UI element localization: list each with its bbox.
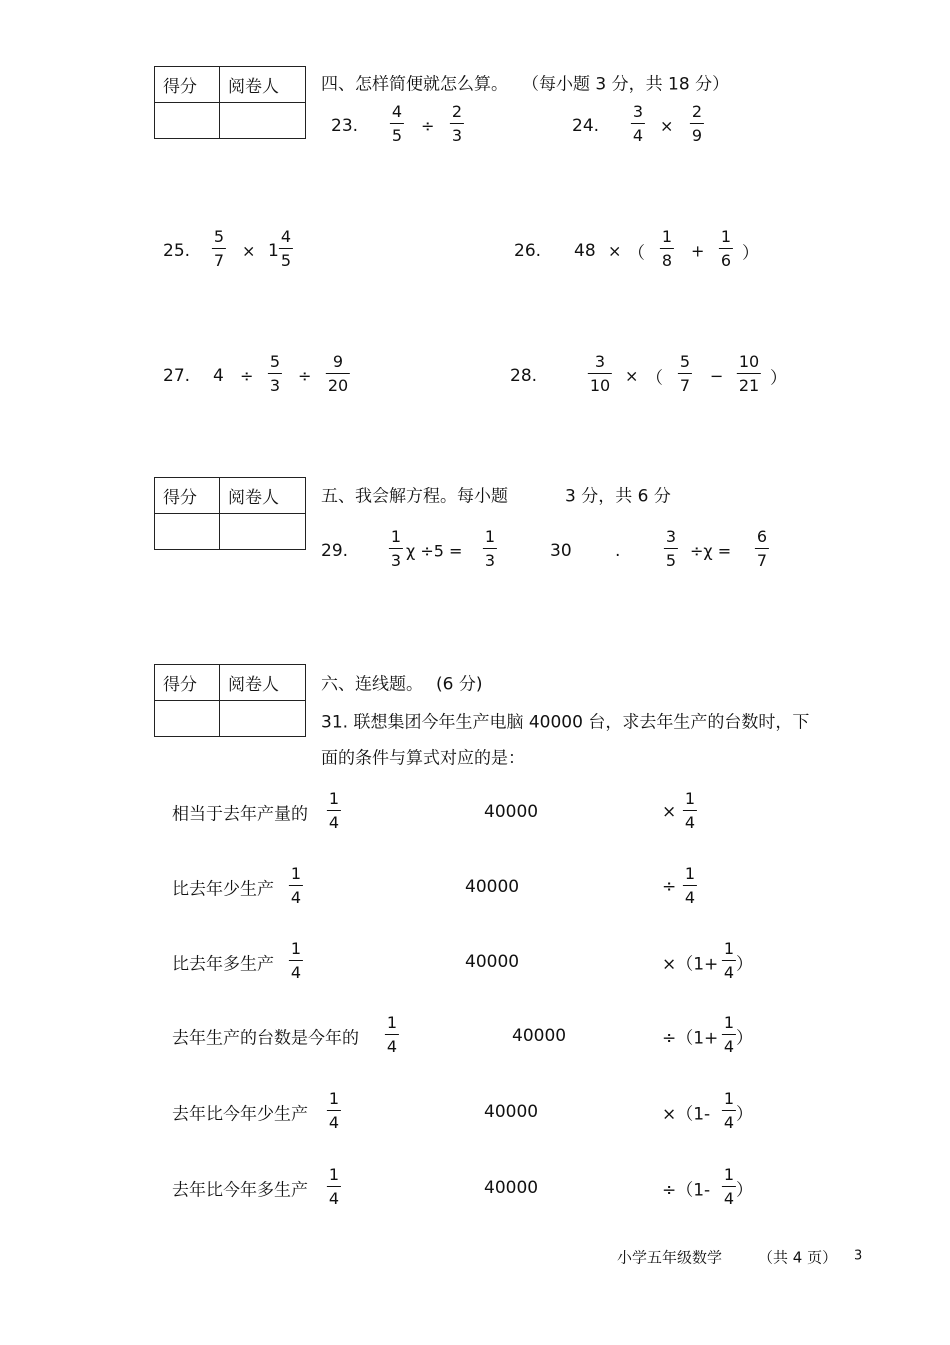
- q23-fraction-a: [390, 104, 404, 144]
- q29-fraction-a: [389, 529, 403, 569]
- numerator: 1: [328, 1089, 340, 1108]
- q30-fraction-b: [755, 529, 769, 569]
- numerator: 2: [691, 102, 703, 121]
- numerator: 2: [451, 102, 463, 121]
- q28-number: 28.: [510, 366, 538, 386]
- q23-number: 23.: [331, 116, 359, 136]
- denominator: 4: [723, 1037, 735, 1057]
- expression-fraction: [722, 941, 736, 981]
- reviewer-cell[interactable]: [220, 701, 306, 737]
- q27-fraction-a: [268, 354, 282, 394]
- denominator: 4: [723, 1113, 735, 1133]
- denominator: 3: [451, 126, 463, 146]
- expression-prefix: ×: [662, 802, 677, 822]
- denominator: 4: [328, 1113, 340, 1133]
- numerator: 5: [679, 352, 691, 371]
- minus-operator: −: [710, 366, 724, 386]
- right-paren: ）: [770, 368, 787, 389]
- condition-fraction: [289, 866, 303, 906]
- score-cell[interactable]: [155, 103, 220, 139]
- q27-number: 27.: [163, 366, 191, 386]
- expression-prefix: ×（1+: [662, 954, 719, 975]
- section5-points: 3 分，共 6 分: [565, 486, 671, 507]
- score-box-section4: [154, 66, 306, 139]
- multiply-operator: ×: [242, 241, 256, 261]
- score-box-section6: [154, 664, 306, 737]
- expression-prefix: ÷（1-: [662, 1180, 711, 1201]
- denominator: 4: [328, 813, 340, 833]
- numerator: 1: [684, 789, 696, 808]
- q25-whole-number: 1: [268, 241, 279, 261]
- numerator: 1: [328, 789, 340, 808]
- denominator: 5: [665, 551, 677, 571]
- denominator: 3: [269, 376, 281, 396]
- condition-fraction: [327, 1091, 341, 1131]
- expression-prefix: ÷: [662, 877, 677, 897]
- q28-fraction-b: [678, 354, 692, 394]
- left-paren: （: [646, 368, 663, 389]
- right-paren: ）: [742, 243, 759, 264]
- numerator: 1: [723, 1165, 735, 1184]
- denominator: 9: [691, 126, 703, 146]
- reviewer-label: 阅卷人: [220, 665, 306, 701]
- q27-lead: 4: [213, 366, 224, 386]
- multiply-operator: ×: [660, 116, 674, 136]
- multiply-operator: ×: [608, 241, 622, 261]
- expression-suffix: ）: [736, 1180, 753, 1201]
- score-label: 得分: [155, 478, 220, 514]
- q26-lead: 48: [574, 241, 596, 261]
- score-box-section5: [154, 477, 306, 550]
- section4-points: （每小题 3 分，共 18 分）: [522, 74, 730, 95]
- numerator: 10: [738, 352, 760, 371]
- condition-text: 比去年少生产: [172, 879, 274, 900]
- expression-suffix: ）: [736, 1028, 753, 1049]
- q30-equation-middle: ÷χ =: [690, 541, 732, 561]
- footer-subject: 小学五年级数学: [617, 1248, 723, 1267]
- divide-operator: ÷: [298, 366, 312, 386]
- denominator: 3: [484, 551, 496, 571]
- numerator: 4: [391, 102, 403, 121]
- numerator: 3: [632, 102, 644, 121]
- numerator: 1: [386, 1013, 398, 1032]
- condition-text: 比去年多生产: [172, 954, 274, 975]
- q29-equation-middle: χ ÷5 =: [406, 541, 463, 561]
- denominator: 20: [327, 376, 349, 396]
- denominator: 7: [213, 251, 225, 271]
- numerator: 1: [684, 864, 696, 883]
- q30-dot: .: [615, 541, 621, 561]
- expression-fraction: [722, 1091, 736, 1131]
- expression-suffix: ）: [736, 1104, 753, 1125]
- numerator: 3: [665, 527, 677, 546]
- value-text: 40000: [484, 1178, 539, 1198]
- condition-fraction: [327, 1167, 341, 1207]
- numerator: 1: [723, 1013, 735, 1032]
- expression-fraction: [722, 1167, 736, 1207]
- denominator: 7: [679, 376, 691, 396]
- section4-title: 四、怎样简便就怎么算。: [321, 74, 508, 95]
- footer-page-number: 3: [854, 1248, 863, 1264]
- value-text: 40000: [465, 877, 520, 897]
- numerator: 1: [723, 1089, 735, 1108]
- value-text: 40000: [465, 952, 520, 972]
- q27-fraction-b: [326, 354, 350, 394]
- numerator: 3: [594, 352, 606, 371]
- denominator: 5: [280, 251, 292, 271]
- denominator: 7: [756, 551, 768, 571]
- q30-fraction-a: [664, 529, 678, 569]
- q31-text-line2: 面的条件与算式对应的是：: [321, 748, 525, 769]
- denominator: 4: [723, 963, 735, 983]
- q28-fraction-a: [588, 354, 612, 394]
- condition-text: 去年比今年少生产: [172, 1104, 308, 1125]
- divide-operator: ÷: [421, 116, 435, 136]
- reviewer-cell[interactable]: [220, 514, 306, 550]
- q23-fraction-b: [450, 104, 464, 144]
- q25-fraction-b: [279, 229, 293, 269]
- expression-suffix: ）: [736, 954, 753, 975]
- q29-fraction-b: [483, 529, 497, 569]
- condition-fraction: [327, 791, 341, 831]
- q25-fraction-a: [212, 229, 226, 269]
- denominator: 4: [290, 888, 302, 908]
- expression-fraction: [722, 1015, 736, 1055]
- numerator: 1: [290, 864, 302, 883]
- denominator: 4: [684, 888, 696, 908]
- score-label: 得分: [155, 67, 220, 103]
- denominator: 5: [391, 126, 403, 146]
- denominator: 4: [290, 963, 302, 983]
- numerator: 5: [213, 227, 225, 246]
- value-text: 40000: [484, 1102, 539, 1122]
- numerator: 1: [290, 939, 302, 958]
- multiply-operator: ×: [625, 366, 639, 386]
- value-text: 40000: [512, 1026, 567, 1046]
- score-label: 得分: [155, 665, 220, 701]
- numerator: 1: [484, 527, 496, 546]
- condition-text: 去年生产的台数是今年的: [172, 1028, 359, 1049]
- numerator: 4: [280, 227, 292, 246]
- denominator: 4: [328, 1189, 340, 1209]
- q25-number: 25.: [163, 241, 191, 261]
- q24-fraction-b: [690, 104, 704, 144]
- numerator: 1: [723, 939, 735, 958]
- numerator: 1: [720, 227, 732, 246]
- reviewer-label: 阅卷人: [220, 67, 306, 103]
- numerator: 6: [756, 527, 768, 546]
- q24-number: 24.: [572, 116, 600, 136]
- reviewer-label: 阅卷人: [220, 478, 306, 514]
- denominator: 6: [720, 251, 732, 271]
- plus-operator: +: [691, 241, 705, 261]
- condition-text: 相当于去年产量的: [172, 804, 308, 825]
- value-text: 40000: [484, 802, 539, 822]
- denominator: 3: [390, 551, 402, 571]
- q31-text-line1: 31. 联想集团今年生产电脑 40000 台，求去年生产的台数时，下: [321, 712, 810, 733]
- footer-page-count: （共 4 页）: [758, 1248, 838, 1267]
- divide-operator: ÷: [240, 366, 254, 386]
- numerator: 1: [328, 1165, 340, 1184]
- denominator: 4: [723, 1189, 735, 1209]
- numerator: 5: [269, 352, 281, 371]
- expression-fraction: [683, 791, 697, 831]
- left-paren: （: [628, 243, 645, 264]
- q26-fraction-b: [719, 229, 733, 269]
- section6-points: (6 分): [436, 674, 483, 695]
- denominator: 4: [632, 126, 644, 146]
- denominator: 4: [684, 813, 696, 833]
- condition-fraction: [289, 941, 303, 981]
- condition-text: 去年比今年多生产: [172, 1180, 308, 1201]
- denominator: 8: [661, 251, 673, 271]
- expression-prefix: ÷（1+: [662, 1028, 719, 1049]
- denominator: 21: [738, 376, 760, 396]
- score-cell[interactable]: [155, 514, 220, 550]
- numerator: 1: [390, 527, 402, 546]
- expression-fraction: [683, 866, 697, 906]
- expression-prefix: ×（1-: [662, 1104, 711, 1125]
- section6-title: 六、连线题。: [321, 674, 423, 695]
- q28-fraction-c: [737, 354, 761, 394]
- q26-number: 26.: [514, 241, 542, 261]
- q30-number: 30: [550, 541, 572, 561]
- numerator: 9: [332, 352, 344, 371]
- reviewer-cell[interactable]: [220, 103, 306, 139]
- score-cell[interactable]: [155, 701, 220, 737]
- condition-fraction: [385, 1015, 399, 1055]
- denominator: 4: [386, 1037, 398, 1057]
- section5-title: 五、我会解方程。每小题: [321, 486, 508, 507]
- denominator: 10: [589, 376, 611, 396]
- q29-number: 29.: [321, 541, 349, 561]
- q26-fraction-a: [660, 229, 674, 269]
- q24-fraction-a: [631, 104, 645, 144]
- numerator: 1: [661, 227, 673, 246]
